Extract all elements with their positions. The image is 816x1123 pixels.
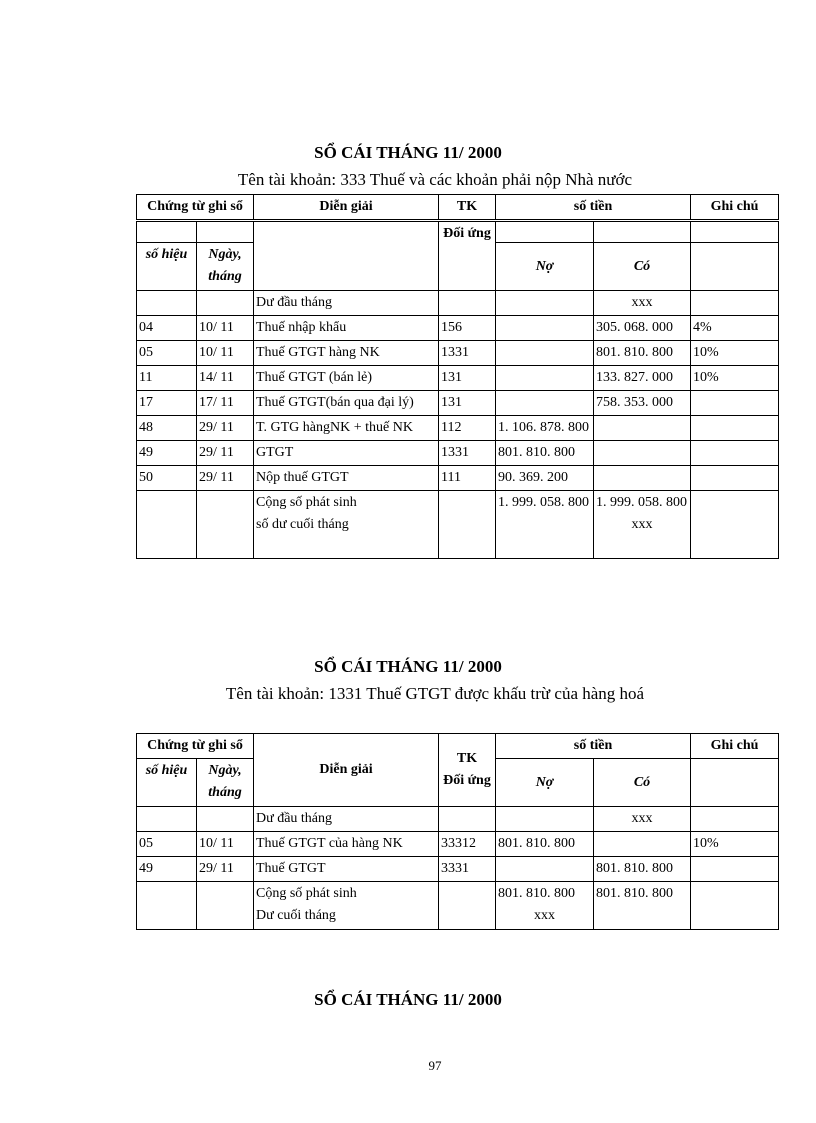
- table-row: [137, 441, 779, 466]
- closing-label: số dư cuối tháng: [256, 517, 349, 532]
- total-debit: [496, 882, 594, 930]
- ledger1-header-row: [137, 195, 779, 221]
- voucher-header: Chứng từ ghi sổ: [137, 734, 254, 759]
- row-credit: [594, 416, 691, 441]
- table-row: [137, 857, 779, 882]
- closing-label: Dư cuối tháng: [256, 908, 336, 923]
- row-debit: [496, 391, 594, 416]
- table-row: [137, 341, 779, 366]
- contra-header: Đối ứng: [439, 221, 496, 291]
- closing-debit: xxx: [534, 908, 555, 923]
- row-tk: 111: [439, 466, 496, 491]
- row-debit: 1. 106. 878. 800: [496, 416, 594, 441]
- tk-label: TK: [456, 751, 478, 766]
- row-tk: 156: [439, 316, 496, 341]
- row-credit: 758. 353. 000: [594, 391, 691, 416]
- row-tk: 131: [439, 366, 496, 391]
- credit-header: Có: [594, 759, 691, 807]
- ledger3-title: SỔ CÁI THÁNG 11/ 2000: [314, 990, 502, 1009]
- row-debit: 90. 369. 200: [496, 466, 594, 491]
- row-date: 14/ 11: [197, 366, 254, 391]
- total-debit: 1. 999. 058. 800: [496, 491, 594, 559]
- row-credit: 133. 827. 000: [594, 366, 691, 391]
- row-date: 29/ 11: [197, 441, 254, 466]
- debit-header: Nợ: [496, 243, 594, 291]
- row-description: Thuế GTGT(bán qua đại lý): [254, 391, 439, 416]
- table-row: [137, 391, 779, 416]
- row-credit: [594, 466, 691, 491]
- credit-header: Có: [594, 243, 691, 291]
- row-note: 10%: [691, 341, 779, 366]
- row-number: 17: [137, 391, 197, 416]
- ledger2-table: [136, 733, 779, 930]
- page-number: 97: [428, 1058, 442, 1073]
- row-description: Thuế GTGT của hàng NK: [254, 832, 439, 857]
- row-credit: 305. 068. 000: [594, 316, 691, 341]
- row-note: [691, 857, 779, 882]
- ledger2-title: SỔ CÁI THÁNG 11/ 2000: [314, 657, 502, 676]
- ledger1-account-name: Tên tài khoản: 333 Thuế và các khoản phải nộp Nhà nước: [237, 170, 633, 189]
- row-note: 10%: [691, 832, 779, 857]
- row-debit: [496, 366, 594, 391]
- number-header: số hiệu: [137, 243, 197, 291]
- opening-label: Dư đầu tháng: [254, 807, 439, 832]
- row-date: 29/ 11: [197, 466, 254, 491]
- row-description: T. GTG hàngNK + thuế NK: [254, 416, 439, 441]
- table-row: [137, 316, 779, 341]
- opening-credit: xxx: [594, 807, 691, 832]
- closing-credit: xxx: [631, 517, 653, 532]
- amount-header: số tiền: [496, 734, 691, 759]
- row-number: 50: [137, 466, 197, 491]
- contra-label: Đối ứng: [443, 773, 491, 788]
- row-description: Thuế GTGT hàng NK: [254, 341, 439, 366]
- row-number: 48: [137, 416, 197, 441]
- ledger1-spacer-row: [137, 221, 779, 243]
- ledger2-header-row: [137, 734, 779, 759]
- total-credit-value: 1. 999. 058. 800: [596, 495, 687, 510]
- row-debit: [496, 857, 594, 882]
- total-labels: [254, 491, 439, 559]
- row-number: 11: [137, 366, 197, 391]
- debit-header: Nợ: [496, 759, 594, 807]
- row-number: 04: [137, 316, 197, 341]
- ledger1-total-row: [137, 491, 779, 559]
- row-tk: 131: [439, 391, 496, 416]
- row-note: [691, 466, 779, 491]
- row-credit: [594, 441, 691, 466]
- tk-header: [439, 734, 496, 807]
- total-label: Cộng số phát sinh: [256, 495, 357, 510]
- date-header: Ngày, tháng: [197, 243, 254, 291]
- date-header: Ngày, tháng: [197, 759, 254, 807]
- total-credit: [594, 491, 691, 559]
- description-header: Diễn giải: [254, 734, 439, 807]
- row-number: 05: [137, 832, 197, 857]
- row-debit: [496, 316, 594, 341]
- row-date: 29/ 11: [197, 857, 254, 882]
- table-row: [137, 416, 779, 441]
- ledger1-title: SỔ CÁI THÁNG 11/ 2000: [314, 143, 502, 162]
- ledger1-opening-row: [137, 291, 779, 316]
- ledger1-table: [136, 194, 779, 559]
- row-tk: 1331: [439, 441, 496, 466]
- row-description: Nộp thuế GTGT: [254, 466, 439, 491]
- row-description: Thuế GTGT (bán lẻ): [254, 366, 439, 391]
- row-debit: 801. 810. 800: [496, 832, 594, 857]
- row-date: 10/ 11: [197, 316, 254, 341]
- row-debit: 801. 810. 800: [496, 441, 594, 466]
- row-number: 49: [137, 441, 197, 466]
- row-description: Thuế GTGT: [254, 857, 439, 882]
- amount-header: số tiền: [496, 195, 691, 221]
- row-date: 10/ 11: [197, 832, 254, 857]
- row-note: [691, 391, 779, 416]
- row-note: 10%: [691, 366, 779, 391]
- opening-credit: xxx: [594, 291, 691, 316]
- row-number: 49: [137, 857, 197, 882]
- row-date: 10/ 11: [197, 341, 254, 366]
- note-header: Ghi chú: [691, 195, 779, 221]
- row-note: [691, 416, 779, 441]
- table-row: [137, 366, 779, 391]
- table-row: [137, 466, 779, 491]
- row-tk: 3331: [439, 857, 496, 882]
- row-tk: 33312: [439, 832, 496, 857]
- note-header: Ghi chú: [691, 734, 779, 759]
- row-credit: 801. 810. 800: [594, 857, 691, 882]
- ledger2-total-row: [137, 882, 779, 930]
- row-date: 17/ 11: [197, 391, 254, 416]
- total-credit: 801. 810. 800: [594, 882, 691, 930]
- row-description: Thuế nhập khẩu: [254, 316, 439, 341]
- row-number: 05: [137, 341, 197, 366]
- total-labels: [254, 882, 439, 930]
- row-date: 29/ 11: [197, 416, 254, 441]
- row-credit: [594, 832, 691, 857]
- row-credit: 801. 810. 800: [594, 341, 691, 366]
- row-note: 4%: [691, 316, 779, 341]
- total-label: Cộng số phát sinh: [256, 886, 357, 901]
- row-tk: 1331: [439, 341, 496, 366]
- voucher-header: Chứng từ ghi sổ: [137, 195, 254, 221]
- ledger2-opening-row: [137, 807, 779, 832]
- row-description: GTGT: [254, 441, 439, 466]
- description-header: Diễn giải: [254, 195, 439, 221]
- tk-header: TK: [439, 195, 496, 221]
- opening-label: Dư đầu tháng: [254, 291, 439, 316]
- row-debit: [496, 341, 594, 366]
- total-debit-value: 801. 810. 800: [498, 886, 575, 901]
- ledger2-account-name: Tên tài khoản: 1331 Thuế GTGT được khấu trừ của hàng hoá: [225, 684, 645, 703]
- number-header: số hiệu: [137, 759, 197, 807]
- table-row: [137, 832, 779, 857]
- row-note: [691, 441, 779, 466]
- row-tk: 112: [439, 416, 496, 441]
